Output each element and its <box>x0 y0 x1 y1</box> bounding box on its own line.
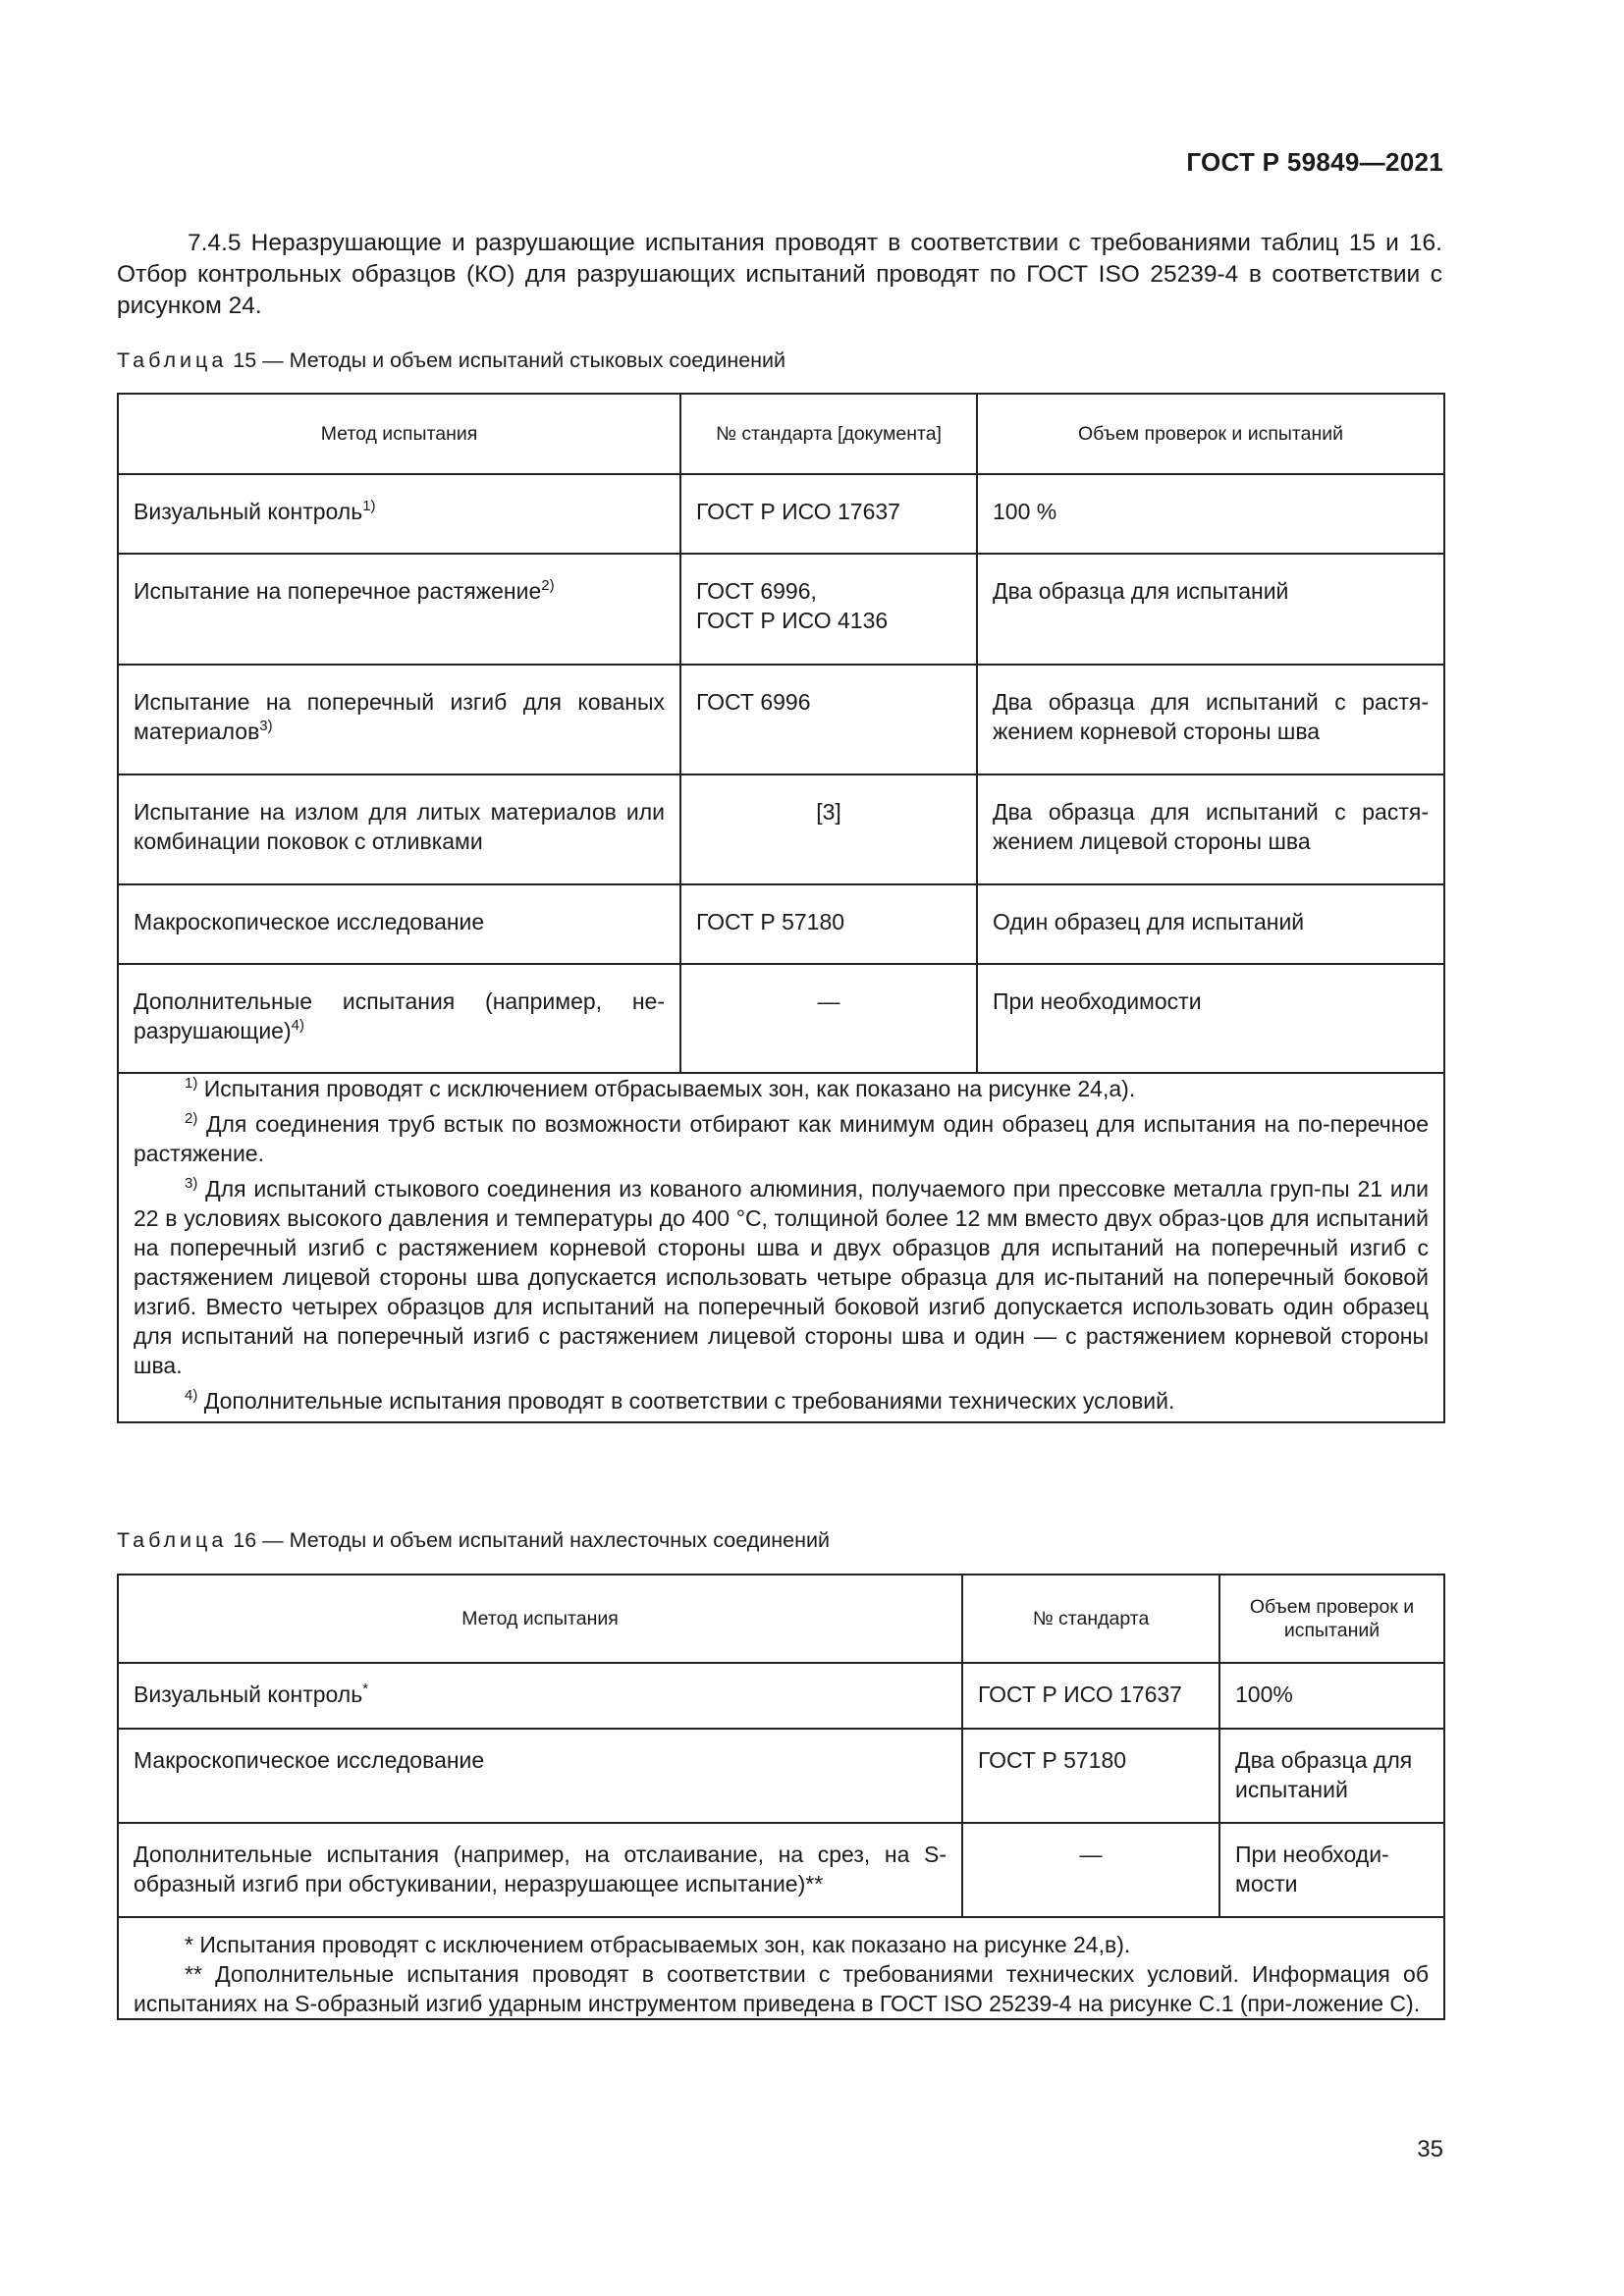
table-row <box>118 1663 1444 1729</box>
intro-paragraph: 7.4.5 Неразрушающие и разрушающие испытания проводят в соответствии с требованиями таблиц 15 и 16. Отбор контрольных образцов (КО) для разрушающих испытаний проводят по ГОСТ ISO 25239-4 в соответствии с рисунком 24. <box>117 230 1442 319</box>
table15-notes <box>118 1073 1444 1422</box>
standard-cell: ГОСТ 6996 <box>680 665 977 774</box>
table-row <box>118 774 1444 884</box>
standard-cell: — <box>962 1823 1219 1917</box>
method-cell: Макроскопическое исследование <box>118 884 680 964</box>
table-row <box>118 554 1444 665</box>
table-row <box>118 665 1444 774</box>
volume-cell: Один образец для испытаний <box>977 884 1444 964</box>
table15-caption-text: 15 — Методы и объем испытаний стыковых соединений <box>233 348 786 372</box>
table15-caption-label: Таблица <box>117 348 228 372</box>
table-row <box>118 884 1444 964</box>
table-notes-row <box>118 1073 1444 1422</box>
method-cell: Испытание на поперечное растяжение$^{2)}$ <box>118 554 680 665</box>
table-row <box>118 1729 1444 1823</box>
header-cell: Метод испытания <box>118 394 680 474</box>
standard-cell: — <box>680 964 977 1073</box>
volume-cell: При необходи-мости <box>1219 1823 1444 1917</box>
volume-cell: При необходимости <box>977 964 1444 1073</box>
method-cell: Испытание на излом для литых материалов или комбинации поковок с отливками <box>118 774 680 884</box>
header-cell: Объем проверок и испытаний <box>977 394 1444 474</box>
method-cell: Дополнительные испытания (например, не-разрушающие)$^{4)}$ <box>118 964 680 1073</box>
volume-cell: Два образца для испытаний <box>1219 1729 1444 1823</box>
footnote: ** Дополнительные испытания проводят в соответствии с требованиями технических условий. Информация об испытаниях на S-образный изгиб ударным инструментом приведена в ГОСТ ISO 25239-4 на рисунке С.1 (при-ложение С). <box>134 1961 1429 2016</box>
method-cell: Дополнительные испытания (например, на отслаивание, на срез, на S-образный изгиб при обстукивании, неразрушающее испытание)** <box>118 1823 962 1917</box>
table-notes-row <box>118 1917 1444 2019</box>
table-row <box>118 964 1444 1073</box>
table-row <box>118 474 1444 554</box>
standard-cell: [3] <box>680 774 977 884</box>
footnote: $^{1)}$ Испытания проводят с исключением отбрасываемых зон, как показано на рисунке 24,а). <box>185 1075 1136 1101</box>
table15 <box>117 393 1445 1423</box>
table16-caption-label: Таблица <box>117 1528 228 1552</box>
standard-cell: ГОСТ Р ИСО 17637 <box>680 474 977 554</box>
method-cell: Макроскопическое исследование <box>118 1729 962 1823</box>
table-row <box>118 1823 1444 1917</box>
method-cell: Визуальный контроль$^{1)}$ <box>118 474 680 554</box>
table15-caption <box>117 348 785 373</box>
header-cell: Метод испытания <box>118 1575 962 1663</box>
standard-cell: ГОСТ Р 57180 <box>680 884 977 964</box>
document-header: ГОСТ Р 59849—2021 <box>1186 147 1443 177</box>
standard-cell: ГОСТ 6996, ГОСТ Р ИСО 4136 <box>680 554 977 665</box>
volume-cell: 100 % <box>977 474 1444 554</box>
header-cell: № стандарта [документа] <box>680 394 977 474</box>
footnote: * Испытания проводят с исключением отбрасываемых зон, как показано на рисунке 24,в). <box>185 1932 1131 1957</box>
method-cell: Испытание на поперечный изгиб для кованых материалов$^{3)}$ <box>118 665 680 774</box>
footnote: $^{4)}$ Дополнительные испытания проводят в соответствии с требованиями технических условий. <box>185 1387 1175 1414</box>
header-cell: Объем проверок и испытаний <box>1219 1575 1444 1663</box>
table-header-row <box>118 394 1444 474</box>
header-cell: № стандарта <box>962 1575 1219 1663</box>
volume-cell: 100% <box>1219 1663 1444 1729</box>
table16 <box>117 1574 1445 2020</box>
method-cell: Визуальный контроль* <box>118 1663 962 1729</box>
standard-cell: ГОСТ Р 57180 <box>962 1729 1219 1823</box>
table-header-row <box>118 1575 1444 1663</box>
page-number: 35 <box>1417 2136 1443 2163</box>
footnote: $^{3)}$ Для испытаний стыкового соединения из кованого алюминия, получаемого при прессовке металла груп-пы 21 или 22 в условиях высокого давления и температуры до 400 °С, толщиной более 12 мм вместо двух образ-цов для испытаний на поперечный изгиб с растяжением корневой стороны шва и двух образцов для испытаний на поперечный изгиб с растяжением лицевой стороны шва допускается использовать четыре образца для ис-пытаний на поперечный боковой изгиб. Вместо четырех образцов для испытаний на поперечный боковой изгиб допускается использовать один образец для испытаний на поперечный изгиб с растяжением лицевой стороны шва и один — с растяжением корневой стороны шва. <box>134 1175 1429 1378</box>
table16-notes <box>118 1917 1444 2019</box>
volume-cell: Два образца для испытаний с растя-жением корневой стороны шва <box>977 665 1444 774</box>
footnote: $^{2)}$ Для соединения труб встык по возможности отбирают как минимум один образец для испытания на по-перечное растяжение. <box>134 1110 1429 1166</box>
volume-cell: Два образца для испытаний с растя-жением лицевой стороны шва <box>977 774 1444 884</box>
table16-caption-text: 16 — Методы и объем испытаний нахлесточных соединений <box>233 1528 830 1552</box>
table16-caption <box>117 1528 830 1553</box>
volume-cell: Два образца для испытаний <box>977 554 1444 665</box>
standard-cell: ГОСТ Р ИСО 17637 <box>962 1663 1219 1729</box>
